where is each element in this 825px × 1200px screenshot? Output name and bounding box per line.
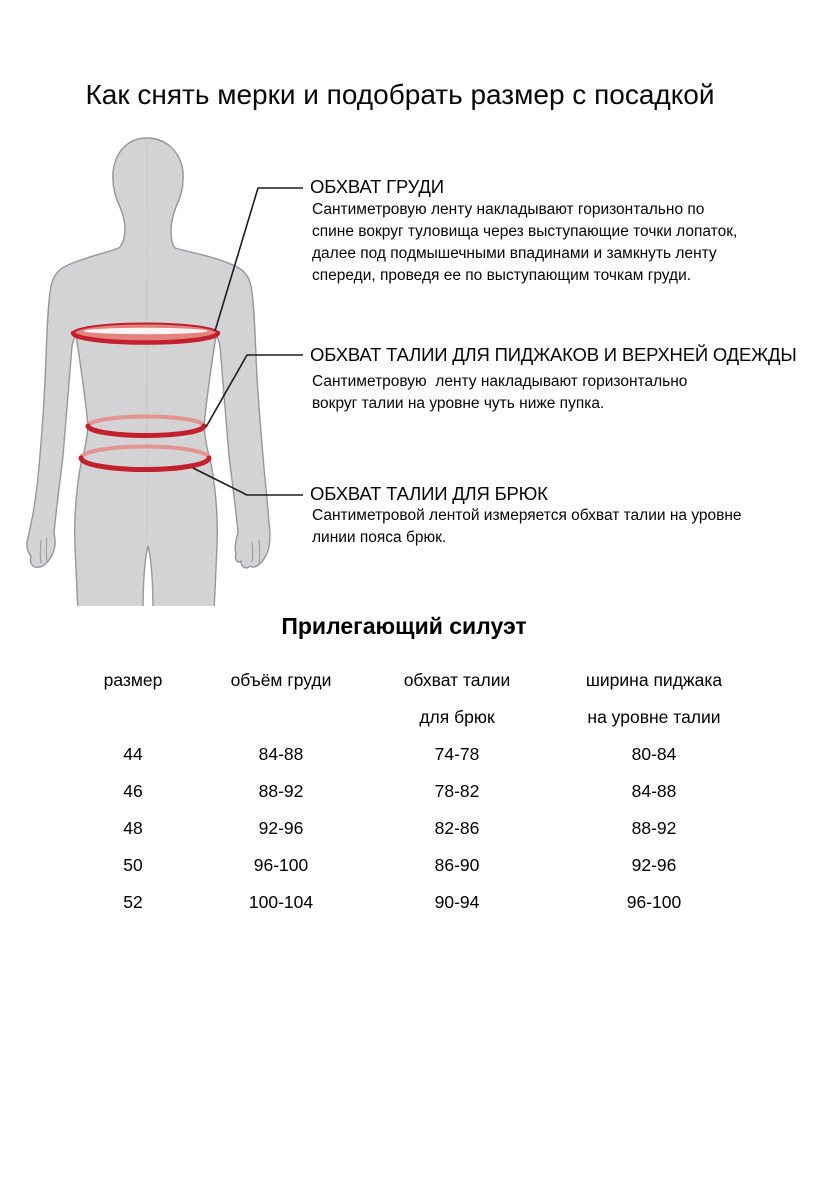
section-body-jacket-waist — [312, 371, 687, 415]
table-cell: 84-88 — [631, 781, 677, 801]
col-header-size: размер — [103, 670, 163, 690]
body-line: далее под подмышечными впадинами и замкнуть ленту — [312, 245, 717, 262]
size-row-50 — [65, 847, 755, 884]
col-header-jacket-width: ширина пиджака — [585, 670, 723, 690]
section-body-chest — [312, 199, 737, 287]
col-header-waist-trousers: обхват талии — [403, 670, 511, 690]
body-line: Сантиметровой лентой измеряется обхват талии на уровне — [312, 507, 742, 524]
body-line: спереди, проведя ее по выступающим точкам груди. — [312, 267, 692, 284]
chest-band-highlight — [84, 328, 208, 334]
table-cell: 88-92 — [631, 818, 677, 838]
table-cell: 52 — [123, 892, 143, 912]
section-heading-jacket-waist: ОБХВАТ ТАЛИИ ДЛЯ ПИДЖАКОВ И ВЕРХНЕЙ ОДЕЖДЫ — [310, 344, 797, 365]
size-row-52 — [65, 884, 755, 921]
table-cell: 88-92 — [258, 781, 304, 801]
table-cell: 100-104 — [248, 892, 314, 912]
size-table — [65, 662, 755, 921]
body-line: Сантиметровую ленту накладывают горизонтально по — [312, 201, 705, 218]
male-silhouette — [27, 138, 270, 606]
size-row-46 — [65, 773, 755, 810]
table-cell: 74-78 — [434, 744, 480, 764]
size-table-title: Прилегающий силуэт — [281, 613, 527, 639]
table-cell: 86-90 — [434, 855, 480, 875]
size-row-48 — [65, 810, 755, 847]
col-header-size-line2 — [65, 699, 201, 736]
table-cell: 46 — [123, 781, 143, 801]
table-cell: 80-84 — [631, 744, 677, 764]
col-header-chest: объём груди — [230, 670, 332, 690]
header-row-2 — [65, 699, 755, 736]
table-cell: 96-100 — [626, 892, 682, 912]
table-cell: 84-88 — [258, 744, 304, 764]
section-heading-trouser-waist: ОБХВАТ ТАЛИИ ДЛЯ БРЮК — [310, 483, 548, 504]
chest-measure-band — [73, 324, 218, 343]
col-header-chest-line2 — [201, 699, 361, 736]
table-cell: 78-82 — [434, 781, 480, 801]
table-cell: 50 — [123, 855, 143, 875]
table-cell: 92-96 — [631, 855, 677, 875]
table-cell: 96-100 — [253, 855, 309, 875]
table-cell: 92-96 — [258, 818, 304, 838]
table-cell: 90-94 — [434, 892, 480, 912]
body-line: спине вокруг туловища через выступающие точки лопаток, — [312, 223, 738, 240]
table-cell: 48 — [123, 818, 143, 838]
section-body-trouser-waist — [312, 505, 742, 549]
col-header-jacket-width-line2: на уровне талии — [587, 707, 721, 727]
header-row-1 — [65, 662, 755, 699]
page-title: Как снять мерки и подобрать размер с посадкой — [85, 79, 715, 110]
table-cell: 44 — [123, 744, 143, 764]
body-line: вокруг талии на уровне чуть ниже пупка. — [312, 395, 605, 412]
size-table-header — [65, 662, 755, 736]
table-cell: 82-86 — [434, 818, 480, 838]
section-heading-chest: ОБХВАТ ГРУДИ — [310, 176, 444, 197]
body-line: линии пояса брюк. — [312, 529, 447, 546]
body-line: Сантиметровую ленту накладывают горизонтально — [312, 373, 688, 390]
size-table-body — [65, 736, 755, 921]
col-header-waist-trousers-line2: для брюк — [419, 707, 495, 727]
size-row-44 — [65, 736, 755, 773]
